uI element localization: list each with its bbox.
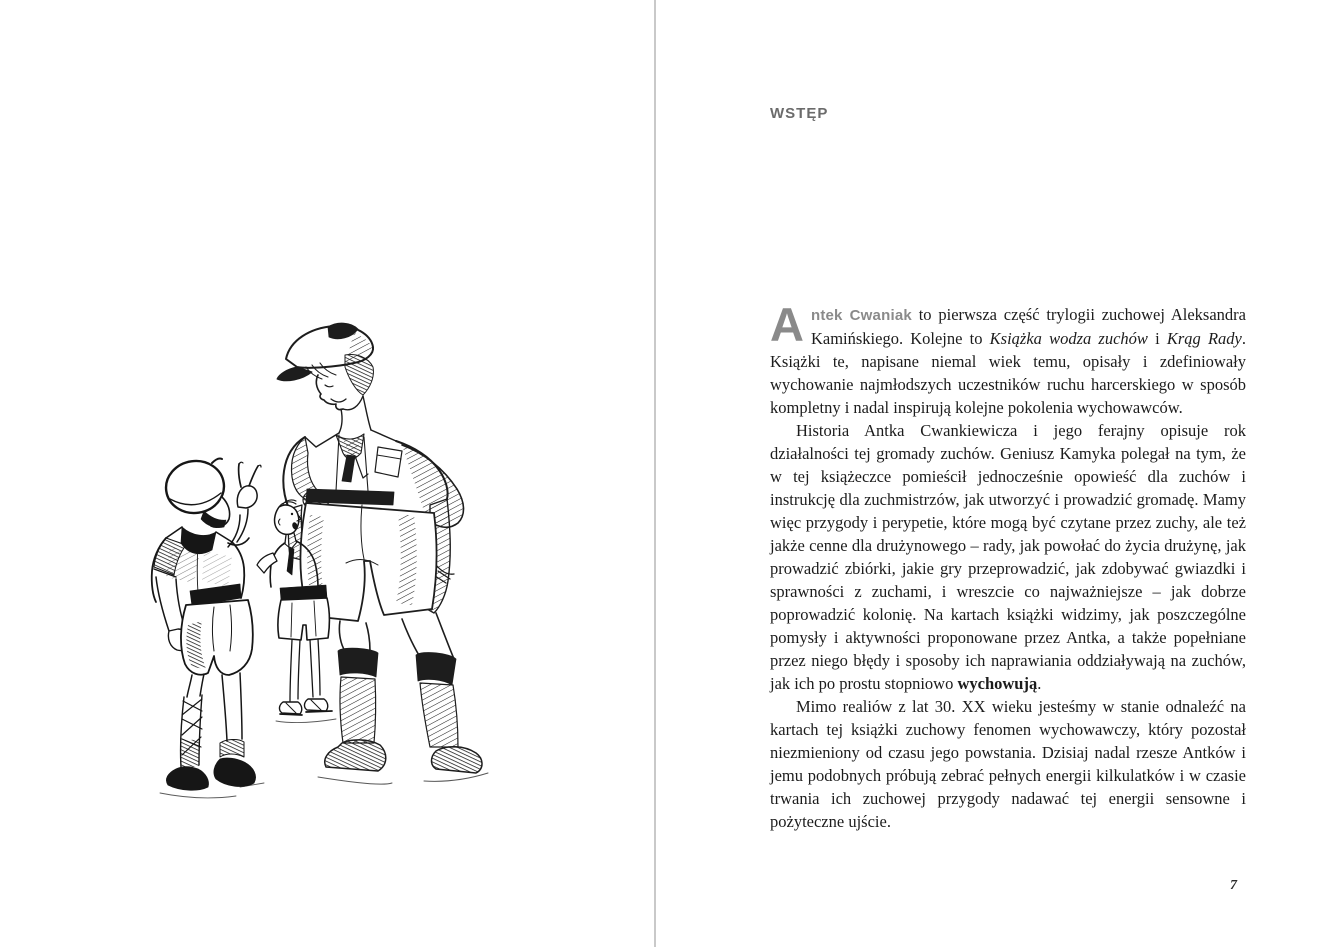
scout-illustration — [140, 295, 510, 830]
paragraph-3: Mimo realiów z lat 30. XX wieku jesteśmy w stanie odnaleźć na kartach tej książki zuchowy fenomen wychowawczy, który pozostał niezmieniony od czasu jego powstania. Dzisiaj nadal rzesze Antków i jemu podobnych próbują zebrać pełnych energii kilkulatków i w czasie trwania ich zuchowej przygody nadawać tej energii sensowne i pożyteczne ujście. — [770, 697, 1246, 831]
paragraph-1 — [770, 298, 1246, 419]
drop-cap: A — [770, 298, 804, 351]
paragraph-2: Historia Antka Cwankiewicza i jego ferajny opisuje rok działalności tej gromady zuchów. Geniusz Kamyka polegał na tym, że w tej książeczce pomieścił jednocześnie opowieść dla zuchów i instrukcję dla zuchmistrzów, jak utworzyć i prowadzić gromadę. Mamy więc przygody i perypetie, które mogą być czytane przez zuchy, ale też jakże cenne dla drużynowego – rady, jak powołać do życia drużynę, jak prowadzić zbiórki, jakie gry przeprowadzić, jak zdobywać gwiazdki i sprawności z zuchami, i wreszcie co najważniejsze – jak dobrze poprowadzić kolonię. Na kartach książki widzimy, jak poszczególne pomysły i aktywności proponowane przez Antka, a także popełniane przez niego błędy i sposoby ich naprawiania oddziaływają na zuchów, jak ich po prostu stopniowo wychowują. — [770, 421, 1246, 693]
leader-figure — [277, 323, 488, 784]
chapter-heading: WSTĘP — [770, 105, 829, 122]
page-left — [0, 0, 654, 947]
lead-in-name: ntek Cwaniak — [810, 307, 912, 324]
page-right — [656, 0, 1317, 947]
paragraph-1-text: to pierwsza część trylogii zuchowej Aleksandra Kamińskiego. Kolejne to Książka wodza zuchów i Krąg Rady. Książki te, napisane niemal wiek temu, opisały i zdefiniowały wychowanie najmłodszych uczestników ruchu harcerskiego w sposób kompletny i nadal inspirują kolejne pokolenia wychowawców. — [770, 305, 1246, 417]
body-text — [770, 298, 1246, 833]
page-number: 7 — [1230, 878, 1237, 893]
left-boy-figure — [152, 457, 264, 798]
